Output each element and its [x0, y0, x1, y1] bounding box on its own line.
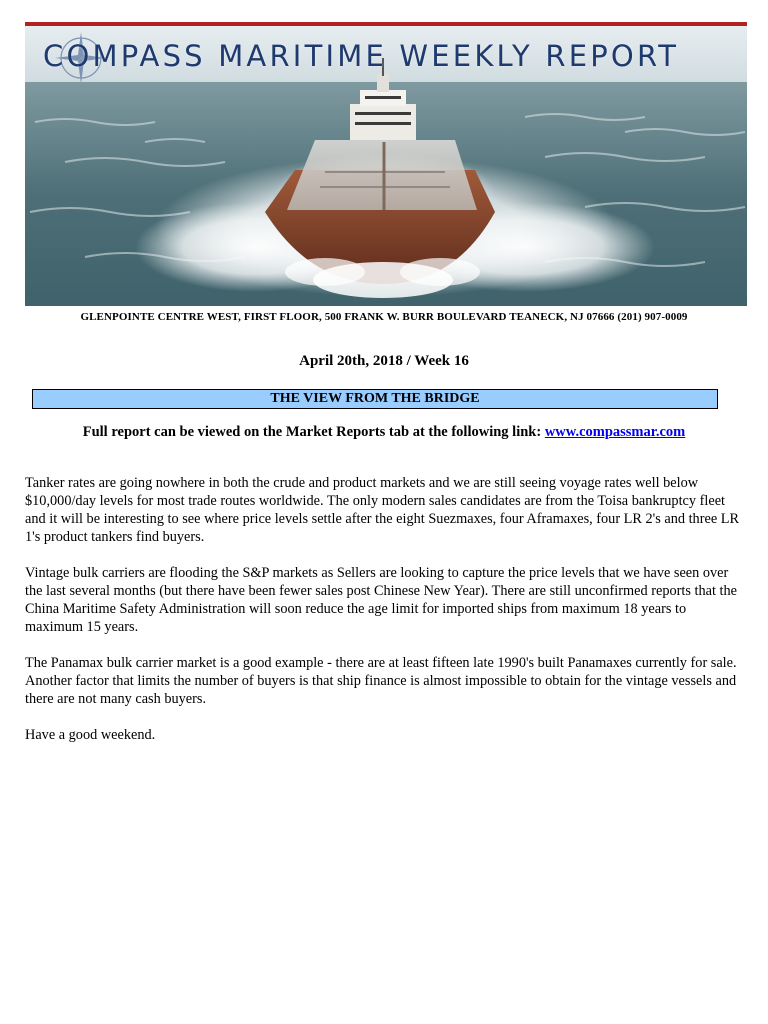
section-heading-box: [32, 389, 718, 409]
banner-top-rule: [25, 22, 747, 26]
paragraph-tanker-rates: Tanker rates are going nowhere in both the crude and product markets and we are still seeing voyage rates well below $10,000/day levels for most trade routes worldwide. The only modern sales candidates are from the Toisa bankruptcy fleet and it will be interesting to see where price levels settle after the eight Suezmaxes, four Aframaxes, four LR 2's and three LR 1's product tankers find buyers.: [25, 475, 740, 545]
full-report-text: Full report can be viewed on the Market Reports tab at the following link:: [82, 424, 542, 440]
website-link[interactable]: www.compassmar.com: [544, 424, 686, 440]
banner-title: COMPASS MARITIME WEEKLY REPORT: [43, 39, 680, 73]
paragraph-vintage-bulk-carriers: Vintage bulk carriers are flooding the S&P markets as Sellers are looking to capture the price levels that we have seen over the last several months (but there have been fewer sales post Chinese New Year). There are still unconfirmed reports that the China Maritime Safety Administration will soon reduce the age limit for imported ships from maximum 18 years to maximum 15 years.: [25, 565, 737, 635]
full-report-notice: [0, 424, 768, 441]
office-address: GLENPOINTE CENTRE WEST, FIRST FLOOR, 500 FRANK W. BURR BOULEVARD TEANECK, NJ 07666 (201) 907-0009: [80, 311, 688, 323]
report-body: [25, 474, 745, 762]
paragraph-closing: Have a good weekend.: [25, 727, 156, 743]
paragraph-panamax-market: The Panamax bulk carrier market is a good example - there are at least fifteen late 1990's built Panamaxes currently for sale. Another factor that limits the number of buyers is that ship finance is almost impossible to obtain for the vintage vessels and there are not many cash buyers.: [25, 655, 737, 707]
report-date: April 20th, 2018 / Week 16: [299, 353, 469, 369]
header-banner: [25, 22, 747, 306]
section-title: THE VIEW FROM THE BRIDGE: [270, 391, 480, 406]
